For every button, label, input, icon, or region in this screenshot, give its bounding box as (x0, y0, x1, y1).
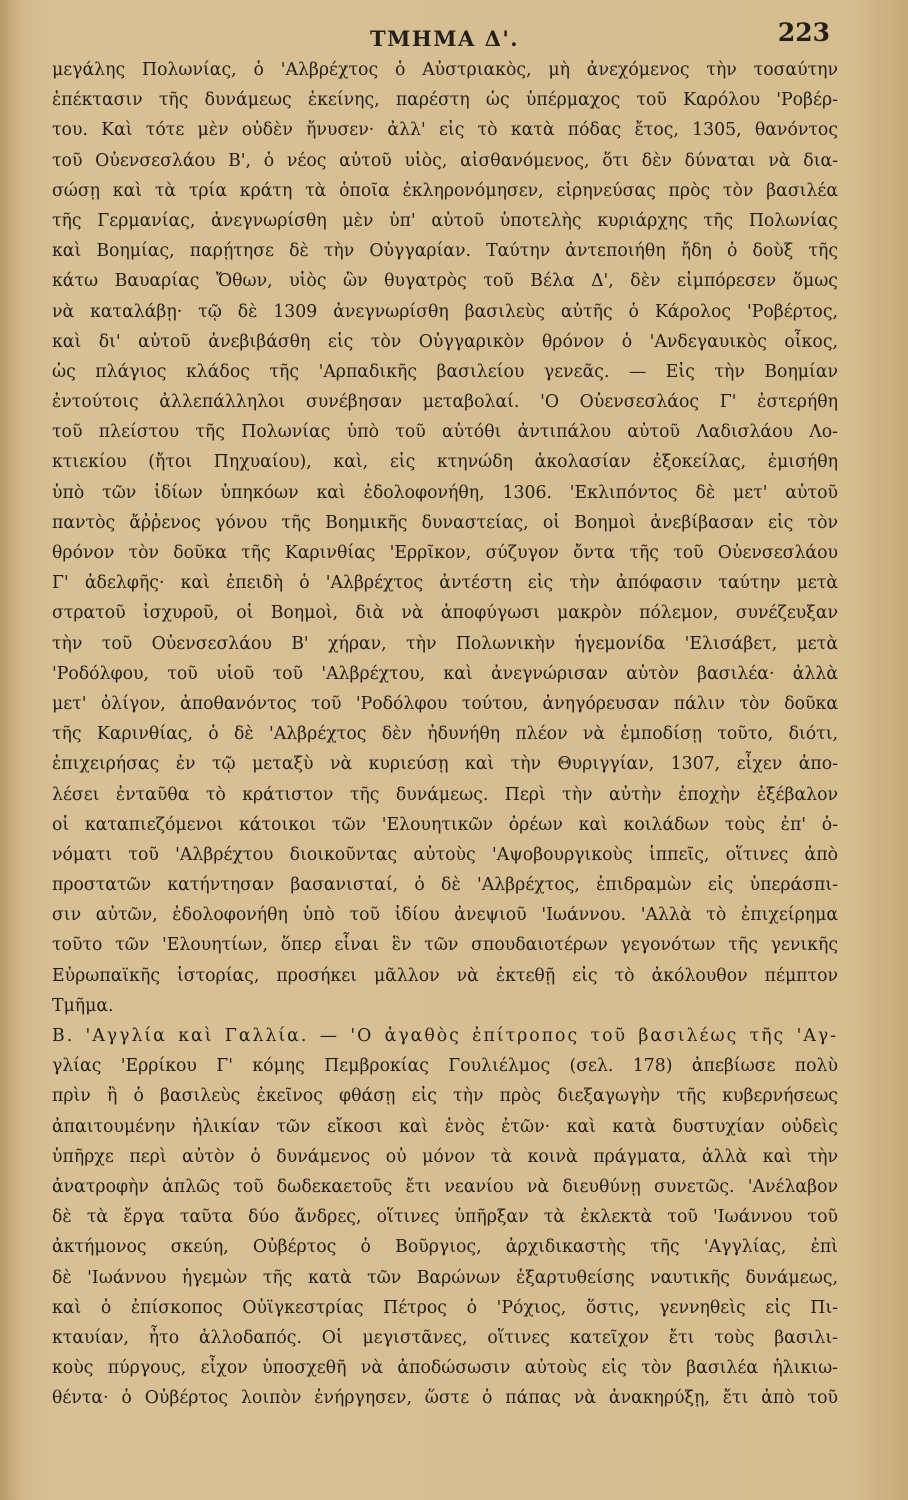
text-line: δὲ 'Ιωάννου ἡγεμὼν τῆς κατὰ τῶν Βαρώνων ἐξαρτυθείσης ναυτικῆς δυνάμεως, (52, 1267, 838, 1288)
text-line: μετ' ὀλίγον, ἀποθανόντος τοῦ 'Ροδόλφου τούτου, ἀνηγόρευσαν πάλιν τὸν δοῦκα (52, 693, 838, 714)
text-line: δὲ τὰ ἔργα ταῦτα δύο ἄνδρες, οἵτινες ὑπῆρξαν τὰ ἐκλεκτὰ τοῦ 'Ιωάννου τοῦ (52, 1207, 838, 1228)
text-line: σώσῃ καὶ τὰ τρία κράτη τὰ ὁποῖα ἐκληρονόμησεν, εἰρηνεύσας πρὸς τὸν βασιλέα (52, 180, 838, 201)
section-heading-line: Β. 'Αγγλία καὶ Γαλλία. — 'Ο ἀγαθὸς ἐπίτροπος τοῦ βασιλέως τῆς 'Αγ- (52, 1026, 838, 1046)
running-head (0, 14, 908, 54)
text-line: ὑπῆρχε περὶ αὐτὸν ὁ δυνάμενος οὐ μόνον τὰ κοινὰ πράγματα, ἀλλὰ καὶ τὴν (52, 1146, 838, 1167)
text-line: καὶ Βοημίας, παρῄτησε δὲ τὴν Οὐγγαρίαν. Ταύτην ἀντεποιήθη ἤδη ὁ δοὺξ τῆς (52, 241, 838, 262)
text-line: κτιεκίου (ἤτοι Πηχυαίου), καὶ, εἰς κτηνώδη ἀκολασίαν ἐξοκείλας, ἐμισήθη (52, 452, 838, 473)
text-line: τοῦτο τῶν 'Ελουητίων, ὅπερ εἶναι ἓν τῶν σπουδαιοτέρων γεγονότων τῆς γενικῆς (52, 935, 838, 956)
text-line: πρὶν ἢ ὁ βασιλεὺς ἐκεῖνος φθάσῃ εἰς τὴν πρὸς διεξαγωγὴν τῆς κυβερνήσεως (52, 1086, 838, 1107)
text-line: ἐπέκτασιν τῆς δυνάμεως ἐκείνης, παρέστη ὡς ὑπέρμαχος τοῦ Καρόλου 'Ροβέρ- (52, 90, 838, 111)
text-line: ἀπαιτουμένην ἡλικίαν τῶν εἴκοσι καὶ ἑνὸς ἐτῶν· καὶ κατὰ δυστυχίαν οὐδεὶς (52, 1116, 838, 1137)
text-line: θρόνον τὸν δοῦκα τῆς Καρινθίας 'Ερρῖκον, σύζυγον ὄντα τῆς τοῦ Οὐενσεσλάου (52, 543, 838, 563)
text-line: προστατῶν κατήντησαν βασανισταί, ὁ δὲ 'Αλβρέχτος, ἐπιδραμὼν εἰς ὑπεράσπι- (52, 875, 838, 896)
text-line: ὡς πλάγιος κλάδος τῆς 'Αρπαδικῆς βασιλείου γενεᾶς. — Εἰς τὴν Βοημίαν (52, 361, 838, 382)
text-line: μεγάλης Πολωνίας, ὁ 'Αλβρέχτος ὁ Αὐστριακὸς, μὴ ἀνεχόμενος τὴν τοσαύτην (52, 60, 838, 80)
text-line: ἀκτήμονος σκεύη, Οὐβέρτος ὁ Βοῦργιος, ἀρχιδικαστὴς τῆς 'Αγγλίας, ἐπὶ (52, 1237, 838, 1258)
text-line: γλίας 'Ερρίκου Γ' κόμης Πεμβροκίας Γουλιέλμος (σελ. 178) ἀπεβίωσε πολὺ (52, 1056, 838, 1077)
text-line: Τμῆμα. (52, 995, 114, 1016)
text-line: οἱ καταπιεζόμενοι κάτοικοι τῶν 'Ελουητικῶν ὀρέων καὶ κοιλάδων τοὺς ἐπ' ὀ- (52, 814, 838, 835)
text-line: νὰ καταλάβῃ· τῷ δὲ 1309 ἀνεγνωρίσθη βασιλεὺς αὐτῆς ὁ Κάρολος 'Ροβέρτος, (52, 301, 838, 322)
text-line: θέντα· ὁ Οὐβέρτος λοιπὸν ἐνήργησεν, ὥστε ὁ πάπας νὰ ἀνακηρύξῃ, ἔτι ἀπὸ τοῦ (52, 1388, 838, 1409)
text-line: ἀνατροφὴν ἁπλῶς τοῦ δωδεκαετοῦς ἔτι νεανίου νὰ διευθύνῃ συνετῶς. 'Ανέλαβον (52, 1176, 838, 1197)
text-line: τὴν τοῦ Οὐενσεσλάου Β' χήραν, τὴν Πολωνικὴν ἡγεμονίδα 'Ελισάβετ, μετὰ (52, 633, 838, 654)
running-title: ΤΜΗΜΑ Δ'. (370, 26, 520, 51)
text-line: κοὺς πύργους, εἶχον ὑποσχεθῆ νὰ ἀποδώσωσιν αὐτοὺς εἰς τὸν βασιλέα ἡλικιω- (52, 1358, 838, 1379)
text-line: καὶ δι' αὐτοῦ ἀνεβιβάσθη εἰς τὸν Οὐγγαρικὸν θρόνον ὁ 'Ανδεγαυικὸς οἶκος, (52, 331, 838, 352)
text-line: ὑπὸ τῶν ἰδίων ὑπηκόων καὶ ἐδολοφονήθη, 1306. 'Εκλιπόντος δὲ μετ' αὐτοῦ (52, 482, 838, 503)
body-text (52, 55, 838, 1413)
text-line: παντὸς ἄῤῥενος γόνου τῆς Βοημικῆς δυναστείας, οἱ Βοημοὶ ἀνεβίβασαν εἰς τὸν (52, 512, 838, 533)
text-line: στρατοῦ ἰσχυροῦ, οἱ Βοημοὶ, διὰ νὰ ἀποφύγωσι μακρὸν πόλεμον, συνέζευξαν (52, 603, 838, 624)
text-line: λέσει ἐνταῦθα τὸ κράτιστον τῆς δυνάμεως. Περὶ τὴν αὐτὴν ἐποχὴν ἐξέβαλον (52, 784, 838, 805)
text-line: νόματι τοῦ 'Αλβρέχτου διοικοῦντας αὐτοὺς 'Αψοβουργικοὺς ἱππεῖς, οἵτινες ἀπὸ (52, 844, 838, 865)
text-line: Γ' ἀδελφῆς· καὶ ἐπειδὴ ὁ 'Αλβρέχτος ἀντέστη εἰς τὴν ἀπόφασιν ταύτην μετὰ (52, 573, 838, 594)
text-line: τοῦ Οὐενσεσλάου Β', ὁ νέος αὐτοῦ υἱὸς, αἰσθανόμενος, ὅτι δὲν δύναται νὰ δια- (52, 150, 838, 171)
text-line: 'Ροδόλφου, τοῦ υἱοῦ τοῦ 'Αλβρέχτου, καὶ ἀνεγνώρισαν αὐτὸν βασιλέα· ἀλλὰ (52, 663, 838, 684)
page-number: 223 (777, 18, 830, 47)
text-line: καὶ ὁ ἐπίσκοπος Οὐϊγκεστρίας Πέτρος ὁ 'Ρόχιος, ὅστις, γεννηθεὶς εἰς Πι- (52, 1297, 838, 1318)
text-line: κάτω Βαυαρίας Ὄθων, υἱὸς ὢν θυγατρὸς τοῦ Βέλα Δ', δὲν εἰμπόρεσεν ὅμως (52, 271, 838, 292)
text-line: ἐντούτοις ἀλλεπάλληλοι συνέβησαν μεταβολαί. 'Ο Οὐενσεσλάος Γ' ἐστερήθη (52, 392, 838, 413)
text-line: του. Καὶ τότε μὲν οὐδὲν ἤνυσεν· ἀλλ' εἰς τὸ κατὰ πόδας ἔτος, 1305, θανόντος (52, 120, 838, 141)
text-line: τοῦ πλείστου τῆς Πολωνίας ὑπὸ τοῦ αὐτόθι ἀντιπάλου αὐτοῦ Λαδισλάου Λο- (52, 422, 838, 443)
text-line: Εὐρωπαϊκῆς ἱστορίας, προσήκει μᾶλλον νὰ ἐκτεθῇ εἰς τὸ ἀκόλουθον πέμπτον (52, 965, 838, 986)
text-line: ἐπιχειρήσας ἐν τῷ μεταξὺ νὰ κυριεύσῃ καὶ τὴν Θυριγγίαν, 1307, εἶχεν ἀπο- (52, 754, 838, 775)
text-line: σιν αὐτῶν, ἐδολοφονήθη ὑπὸ τοῦ ἰδίου ἀνεψιοῦ 'Ιωάννου. 'Αλλὰ τὸ ἐπιχείρημα (52, 905, 838, 926)
text-line: τῆς Καρινθίας, ὁ δὲ 'Αλβρέχτος δὲν ἠδυνήθη πλέον νὰ ἐμποδίσῃ τοῦτο, διότι, (52, 724, 838, 745)
text-line: κταυίαν, ἦτο ἀλλοδαπός. Οἱ μεγιστᾶνες, οἵτινες κατεῖχον ἔτι τοὺς βασιλι- (52, 1327, 838, 1348)
text-line: τῆς Γερμανίας, ἀνεγνωρίσθη μὲν ὑπ' αὐτοῦ ὑποτελὴς κυριάρχης τῆς Πολωνίας (52, 210, 838, 231)
